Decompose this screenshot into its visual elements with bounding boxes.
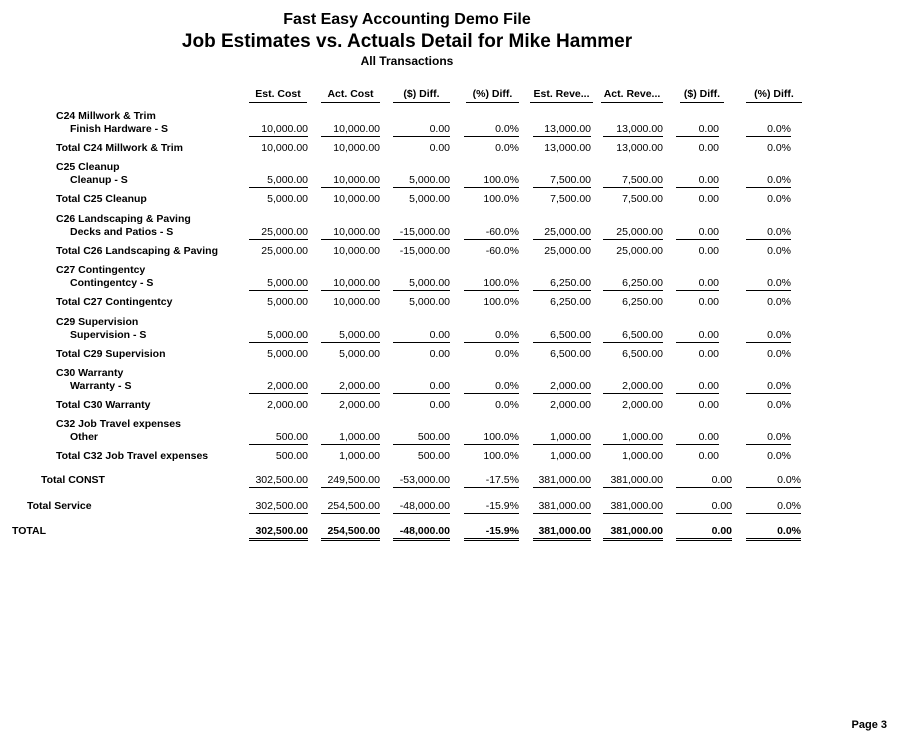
total-value: 1,000.00 [550, 450, 591, 463]
summary-label: Total Service [27, 500, 92, 512]
total-value: -15,000.00 [399, 244, 450, 257]
total-value: 10,000.00 [333, 142, 380, 154]
detail-value: -15,000.00 [393, 226, 450, 240]
total-value: 25,000.00 [616, 244, 663, 257]
total-value: 100.0% [483, 193, 519, 206]
total-value: 5,000.00 [267, 296, 308, 309]
total-value: 7,500.00 [550, 193, 591, 206]
total-value: 0.0% [767, 244, 791, 257]
detail-value: 0.00 [676, 123, 719, 137]
total-value: 2,000.00 [267, 399, 308, 411]
detail-label: Warranty - S [70, 380, 132, 392]
grand-total-value: 0.0% [746, 525, 801, 541]
detail-label: Cleanup - S [70, 174, 128, 187]
total-value: 5,000.00 [409, 296, 450, 309]
detail-value: 7,500.00 [533, 174, 591, 188]
summary-value: 381,000.00 [603, 500, 663, 514]
total-value: 0.0% [495, 347, 519, 360]
account-header: C27 Contingentcy [56, 264, 146, 277]
total-value: 0.00 [698, 193, 719, 206]
detail-value: 0.00 [676, 380, 719, 394]
column-header: Act. Cost [321, 88, 380, 103]
detail-value: 5,000.00 [321, 329, 380, 343]
detail-value: -60.0% [464, 226, 519, 240]
detail-value: 0.00 [676, 431, 719, 445]
grand-total-value: 302,500.00 [249, 525, 308, 541]
total-value: 500.00 [275, 450, 308, 463]
column-header: ($) Diff. [680, 88, 724, 103]
detail-label: Supervision - S [70, 328, 147, 341]
summary-value: 302,500.00 [249, 474, 308, 488]
column-header: Est. Cost [249, 88, 307, 103]
detail-value: 0.0% [746, 174, 791, 188]
total-value: 2,000.00 [550, 399, 591, 411]
summary-value: -15.9% [464, 500, 519, 514]
detail-value: 1,000.00 [533, 431, 591, 445]
detail-value: 25,000.00 [249, 226, 308, 240]
total-value: 1,000.00 [339, 450, 380, 463]
total-value: 6,250.00 [550, 296, 591, 309]
grand-total-value: 381,000.00 [533, 525, 591, 541]
summary-value: -17.5% [464, 474, 519, 488]
summary-label: Total CONST [41, 474, 105, 486]
total-value: 25,000.00 [544, 244, 591, 257]
total-value: 0.00 [698, 399, 719, 411]
total-value: 13,000.00 [616, 142, 663, 154]
total-value: 0.0% [767, 450, 791, 463]
column-header: Est. Reve... [530, 88, 593, 103]
detail-value: 0.0% [464, 380, 519, 394]
total-value: 1,000.00 [622, 450, 663, 463]
total-value: 0.00 [698, 142, 719, 154]
detail-value: 6,250.00 [603, 277, 663, 291]
detail-value: 7,500.00 [603, 174, 663, 188]
total-value: 0.0% [767, 296, 791, 309]
account-header: C25 Cleanup [56, 161, 120, 174]
detail-value: 0.0% [746, 380, 791, 394]
column-header: (%) Diff. [746, 88, 802, 103]
detail-value: 2,000.00 [249, 380, 308, 394]
detail-value: 500.00 [393, 431, 450, 445]
detail-value: 2,000.00 [533, 380, 591, 394]
summary-value: 0.00 [676, 474, 732, 488]
summary-value: 381,000.00 [533, 500, 591, 514]
grand-total-value: 0.00 [676, 525, 732, 541]
total-value: 100.0% [483, 450, 519, 463]
total-value: 2,000.00 [622, 399, 663, 411]
detail-value: 5,000.00 [393, 174, 450, 188]
detail-value: 1,000.00 [603, 431, 663, 445]
summary-value: 249,500.00 [321, 474, 380, 488]
detail-value: 25,000.00 [603, 226, 663, 240]
detail-label: Contingentcy - S [70, 277, 154, 290]
total-value: 0.0% [767, 142, 791, 154]
detail-value: 10,000.00 [321, 277, 380, 291]
total-value: 0.00 [429, 142, 450, 154]
total-value: 10,000.00 [333, 244, 380, 257]
column-header: ($) Diff. [393, 88, 450, 103]
detail-label: Finish Hardware - S [70, 123, 169, 135]
total-value: 10,000.00 [333, 296, 380, 309]
summary-value: 254,500.00 [321, 500, 380, 514]
summary-value: 381,000.00 [533, 474, 591, 488]
detail-label: Other [70, 431, 99, 444]
detail-value: 5,000.00 [249, 174, 308, 188]
summary-value: -48,000.00 [393, 500, 450, 514]
detail-value: 0.0% [746, 329, 791, 343]
detail-value: 0.00 [676, 226, 719, 240]
detail-value: 0.0% [464, 329, 519, 343]
total-label: Total C24 Millwork & Trim [56, 142, 183, 154]
detail-value: 100.0% [464, 174, 519, 188]
total-value: 25,000.00 [261, 244, 308, 257]
detail-value: 6,500.00 [603, 329, 663, 343]
total-value: 0.0% [767, 193, 791, 206]
company-name: Fast Easy Accounting Demo File [283, 11, 531, 28]
total-label: Total C32 Job Travel expenses [56, 450, 209, 463]
grand-total-value: -48,000.00 [393, 525, 450, 541]
detail-value: 100.0% [464, 277, 519, 291]
detail-value: 0.0% [464, 123, 519, 137]
detail-value: 5,000.00 [249, 329, 308, 343]
total-label: Total C26 Landscaping & Paving [56, 244, 219, 257]
summary-value: 302,500.00 [249, 500, 308, 514]
detail-value: 0.0% [746, 431, 791, 445]
detail-label: Decks and Patios - S [70, 225, 174, 238]
detail-value: 0.00 [393, 123, 450, 137]
total-value: 13,000.00 [544, 142, 591, 154]
total-value: 500.00 [417, 450, 450, 463]
total-label: Total C27 Contingentcy [56, 296, 173, 309]
detail-value: 500.00 [249, 431, 308, 445]
total-value: 0.00 [698, 244, 719, 257]
detail-value: 10,000.00 [249, 123, 308, 137]
detail-value: 0.00 [676, 174, 719, 188]
total-value: 10,000.00 [333, 193, 380, 206]
report-basis: All Transactions [360, 54, 454, 68]
summary-value: 0.0% [746, 500, 801, 514]
detail-value: 2,000.00 [321, 380, 380, 394]
detail-value: 5,000.00 [249, 277, 308, 291]
total-value: 0.00 [698, 450, 719, 463]
detail-value: 1,000.00 [321, 431, 380, 445]
total-value: -60.0% [485, 244, 519, 257]
account-header: C30 Warranty [56, 367, 124, 379]
page-number: Page 3 [851, 719, 887, 731]
detail-value: 13,000.00 [533, 123, 591, 137]
total-label: Total C30 Warranty [56, 399, 151, 411]
detail-value: 0.00 [676, 277, 719, 291]
total-value: 5,000.00 [409, 193, 450, 206]
report-title: Job Estimates vs. Actuals Detail for Mike Hammer [181, 31, 633, 52]
detail-value: 0.00 [676, 329, 719, 343]
total-value: 10,000.00 [261, 142, 308, 154]
total-value: 100.0% [483, 296, 519, 309]
account-header: C29 Supervision [56, 315, 139, 328]
detail-value: 2,000.00 [603, 380, 663, 394]
detail-value: 10,000.00 [321, 174, 380, 188]
total-value: 6,500.00 [622, 347, 663, 360]
grand-total-label: TOTAL [12, 525, 47, 537]
detail-value: 100.0% [464, 431, 519, 445]
detail-value: 25,000.00 [533, 226, 591, 240]
total-value: 0.00 [429, 347, 450, 360]
detail-value: 0.0% [746, 123, 791, 137]
total-value: 6,500.00 [550, 347, 591, 360]
summary-value: 0.00 [676, 500, 732, 514]
summary-value: -53,000.00 [393, 474, 450, 488]
account-header: C26 Landscaping & Paving [56, 212, 191, 225]
account-header: C24 Millwork & Trim [56, 110, 156, 122]
summary-value: 0.0% [746, 474, 801, 488]
total-value: 0.0% [767, 399, 791, 411]
total-value: 0.0% [495, 142, 519, 154]
detail-value: 5,000.00 [393, 277, 450, 291]
detail-value: 0.0% [746, 226, 791, 240]
total-value: 0.0% [495, 399, 519, 411]
total-value: 0.0% [767, 347, 791, 360]
total-value: 0.00 [698, 296, 719, 309]
column-header: (%) Diff. [466, 88, 519, 103]
total-value: 7,500.00 [622, 193, 663, 206]
grand-total-value: -15.9% [464, 525, 519, 541]
total-value: 5,000.00 [267, 347, 308, 360]
detail-value: 10,000.00 [321, 123, 380, 137]
detail-value: 13,000.00 [603, 123, 663, 137]
detail-value: 0.00 [393, 329, 450, 343]
detail-value: 6,500.00 [533, 329, 591, 343]
total-value: 2,000.00 [339, 399, 380, 411]
total-value: 5,000.00 [339, 347, 380, 360]
total-value: 5,000.00 [267, 193, 308, 206]
column-header: Act. Reve... [601, 88, 663, 103]
detail-value: 10,000.00 [321, 226, 380, 240]
detail-value: 0.0% [746, 277, 791, 291]
total-value: 0.00 [698, 347, 719, 360]
account-header: C32 Job Travel expenses [56, 418, 181, 431]
total-label: Total C25 Cleanup [56, 193, 147, 206]
summary-value: 381,000.00 [603, 474, 663, 488]
detail-value: 6,250.00 [533, 277, 591, 291]
total-label: Total C29 Supervision [56, 347, 166, 360]
grand-total-value: 381,000.00 [603, 525, 663, 541]
grand-total-value: 254,500.00 [321, 525, 380, 541]
total-value: 0.00 [429, 399, 450, 411]
total-value: 6,250.00 [622, 296, 663, 309]
detail-value: 0.00 [393, 380, 450, 394]
